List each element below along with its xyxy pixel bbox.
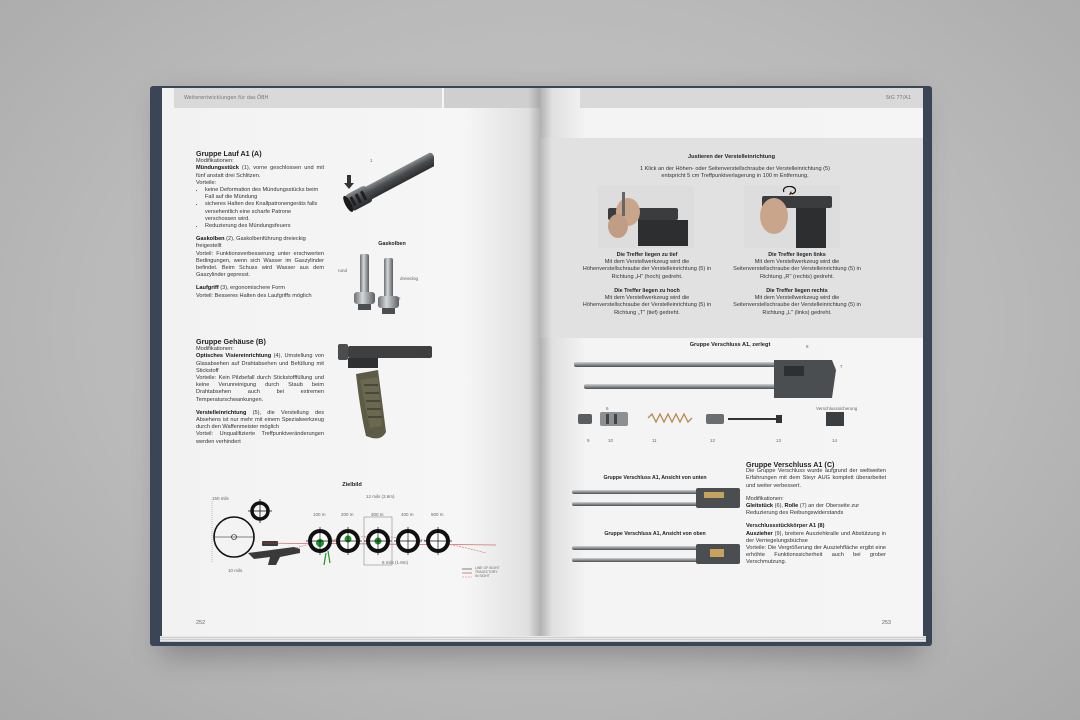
gas-term: Gaskolben xyxy=(196,236,225,243)
callout-1: 1 xyxy=(370,158,373,163)
advantages-list xyxy=(196,187,324,230)
adjust-left-text: Mit dem Verstellwerkzeug wird die Seitenverstellschraube der Verstelleinrichtung (5) in Richtung „R" (rechts) gedreht. xyxy=(733,259,861,280)
right-page-number: 253 xyxy=(881,620,891,626)
section-b-title: Gruppe Gehäuse (B) xyxy=(196,337,266,346)
muzzle-photo xyxy=(334,150,434,222)
gaskolben-photo xyxy=(340,248,430,320)
left-page xyxy=(162,88,540,640)
legend-in-sight: IN SIGHT xyxy=(475,574,490,578)
adjust-high-title: Die Treffer liegen zu hoch xyxy=(614,288,680,294)
adjust-left-title: Die Treffer liegen links xyxy=(768,252,826,258)
gleit-mid: (6), xyxy=(773,503,785,510)
vsk-heading: Verschlussstückkörper A1 (8) xyxy=(746,523,825,530)
adjust-left xyxy=(730,252,864,281)
grip-term: Laufgriff xyxy=(196,285,219,292)
grip-text: (3), ergonomischere Form xyxy=(218,285,285,292)
range-label: 400 m xyxy=(401,512,414,517)
arrow-down-icon xyxy=(344,175,354,189)
adjust-high xyxy=(580,288,714,317)
adjust-paragraph xyxy=(196,410,324,432)
callout-14: 14 xyxy=(832,438,838,443)
label-dreieckig: dreieckig xyxy=(400,276,419,281)
label-150-mils: 150 mils xyxy=(212,496,229,501)
muzzle-paragraph xyxy=(196,165,324,179)
section-b xyxy=(196,338,324,446)
callout-11: 11 xyxy=(652,438,657,443)
adjust-low-title: Die Treffer liegen zu tief xyxy=(616,252,678,258)
left-header-bar xyxy=(444,88,540,108)
target-500m xyxy=(424,527,452,555)
section-c xyxy=(746,461,886,567)
gas-paragraph xyxy=(196,236,324,250)
justieren-title: Justieren der Verstelleinrichtung xyxy=(687,154,776,160)
adjust-low-text: Mit dem Verstellwerkzeug wird die Höhenverstellschraube der Verstelleinrichtung (5) in Richtung „H" (hoch) gedreht. xyxy=(582,259,712,280)
optic-text: (4), Umstellung von Glasabsehen auf Drahtabsehen und Befüllung mit Stickstoff xyxy=(196,353,324,374)
section-c-text: Die Gruppe Verschluss wurde aufgrund der weltweiten Erfahrungen mit dem Steyr AUG komplett überarbeitet und weiter verbessert. xyxy=(746,468,886,489)
callout-10: 10 xyxy=(608,438,614,443)
book-gutter xyxy=(528,88,552,640)
optic-advantage: Vorteile: Kein Pilzbefall durch Stickstofffüllung und keine Verunreinigung durch Staub beim Drahtabsehen auch bei extremen Temperaturschwankungen. xyxy=(196,375,324,403)
page-edges xyxy=(160,636,926,642)
list-item: • Reduzierung des Mündungsfeuers xyxy=(205,223,324,230)
justieren-intro: 1 Klick an der Höhen- oder Seitenverstellschraube der Verstelleinrichtung (5) entspricht 5 cm Treffpunktverlagerung in 100 m Entfernung. xyxy=(640,166,830,180)
callout-7: 7 xyxy=(840,364,843,369)
adjust-text: (5), die Verstellung des Absehens ist nur mehr mit einem Spezialwerkzeug durch den Waffenmeister möglich xyxy=(196,409,324,431)
optic-term: Optisches Visiereinrichtung xyxy=(196,353,272,360)
left-page-number: 252 xyxy=(196,620,206,626)
callout-2: 2 xyxy=(398,296,401,301)
grip-advantage: Vorteil: Besseres Halten des Laufgriffs möglich xyxy=(196,292,312,299)
adjust-right xyxy=(730,288,864,317)
adjust-low xyxy=(580,252,714,281)
range-label: 100 m xyxy=(313,512,326,517)
auszieher-advantage: Vorteile: Die Vergrößerung der Ausziehfläche ergibt eine erhöhte Funktionssicherheit auch bei grober Verschmutzung. xyxy=(746,545,886,566)
gaskolben-title: Gaskolben xyxy=(378,241,406,247)
label-12-mils: 12 mils (3.6m) xyxy=(366,494,395,499)
label-verschlusssicherung: Verschlusssicherung xyxy=(816,406,858,411)
bolt-top-photo xyxy=(570,540,750,570)
zielbild-diagram xyxy=(196,493,516,585)
list-item: • sicheres Halten des Knallpatronengeräts falls versehentlich eine scharfe Patrone verschossen wird. xyxy=(205,201,324,223)
gleit-paragraph xyxy=(746,503,886,517)
grip-paragraph xyxy=(196,285,324,292)
range-label: 300 m xyxy=(371,512,384,517)
oben-title: Gruppe Verschluss A1, Ansicht von oben xyxy=(604,531,706,537)
section-a-mod-label: Modifikationen: xyxy=(196,158,234,165)
vorteile-label: Vorteile: xyxy=(196,179,217,186)
adjust-right-text: Mit dem Verstellwerkzeug wird die Seitenverstellschraube der Verstelleinrichtung (5) in Richtung „L" (links) gedreht. xyxy=(733,295,861,316)
optic-paragraph xyxy=(196,353,324,375)
label-6-mils: 6 mils (1.8m) xyxy=(382,560,409,565)
callout-3: 3 xyxy=(374,396,377,401)
callout-12: 12 xyxy=(710,438,716,443)
bolt-bottom-photo xyxy=(570,484,750,514)
label-10-mils: 10 mils xyxy=(228,568,243,573)
right-running-head: StG 77/A1 xyxy=(580,88,923,108)
adjust-photo-right xyxy=(744,186,840,248)
range-label: 200 m xyxy=(341,512,354,517)
section-c-mod-label: Modifikationen: xyxy=(746,495,784,502)
unten-title: Gruppe Verschluss A1, Ansicht von unten xyxy=(603,475,707,481)
adjust-term: Verstelleinrichtung xyxy=(196,409,247,416)
bolt-disassembled-photo xyxy=(570,350,910,450)
legend-line-of-sight: LINE OF SIGHT xyxy=(475,566,500,570)
muzzle-text: (1), vorne geschlossen und mit fünf anstatt drei Schlitzen. xyxy=(196,165,324,179)
list-item: • keine Deformation des Mündungsstücks beim Fall auf die Mündung xyxy=(205,187,324,201)
range-label: 500 m xyxy=(431,512,444,517)
section-a-title: Gruppe Lauf A1 (A) xyxy=(196,149,262,158)
legend-trajectory: TRAJECTORY xyxy=(475,570,498,574)
target-300m xyxy=(364,517,392,565)
target-400m xyxy=(394,527,422,555)
gas-text: (2), Gaskolbenführung dreieckig freigestellt xyxy=(196,236,306,250)
rolle-text: (7) an der Oberseite zur Reduzierung des Reibungswiderstands xyxy=(746,503,860,517)
label-rund: rund xyxy=(338,268,348,273)
callout-9: 9 xyxy=(587,438,590,443)
justieren-panel xyxy=(540,138,923,338)
adjust-high-text: Mit dem Verstellwerkzeug wird die Höhenverstellschraube der Verstelleinrichtung (5) in Richtung „T" (tief) gedreht. xyxy=(582,295,712,316)
target-200m xyxy=(334,527,362,555)
gas-advantage: Vorteil: Funktionsverbesserung unter erschwerten Bedingungen, wenn sich Wasser im Gaszylinder befindet. Beim Schuss wird Wasser aus dem Gaszylinder gepresst. xyxy=(196,250,324,279)
auszieher-text: (9), breitere Ausziehkralle und Abstützung in der Verriegelungsbüchse xyxy=(746,530,886,544)
zerlegt-title: Gruppe Verschluss A1, zerlegt xyxy=(689,342,771,348)
auszieher-term: Auszieher xyxy=(746,530,773,537)
callout-6-top: 8 xyxy=(806,344,809,349)
section-b-mod-label: Modifikationen: xyxy=(196,346,234,353)
grip-photo xyxy=(334,340,434,444)
callout-13: 13 xyxy=(776,438,782,443)
rolle-term: Rolle xyxy=(784,503,799,510)
section-a xyxy=(196,150,324,300)
callout-6: 6 xyxy=(606,406,609,411)
adjust-photo-left xyxy=(598,186,694,248)
adjust-advantage: Vorteil: Unqualifizierte Treffpunktveränderungen werden verhindert xyxy=(196,431,324,445)
muzzle-term: Mündungsstück xyxy=(196,165,239,172)
adjust-right-title: Die Treffer liegen rechts xyxy=(766,288,828,294)
section-c-title: Gruppe Verschluss A1 (C) xyxy=(746,460,835,469)
left-running-head: Weiterentwicklungen für das ÖBH xyxy=(174,88,442,108)
zielbild-title: Zielbild xyxy=(342,482,362,488)
gleit-term: Gleitstück xyxy=(746,503,774,510)
auszieher-paragraph xyxy=(746,531,886,545)
right-page xyxy=(540,88,923,640)
target-100m xyxy=(306,527,334,555)
